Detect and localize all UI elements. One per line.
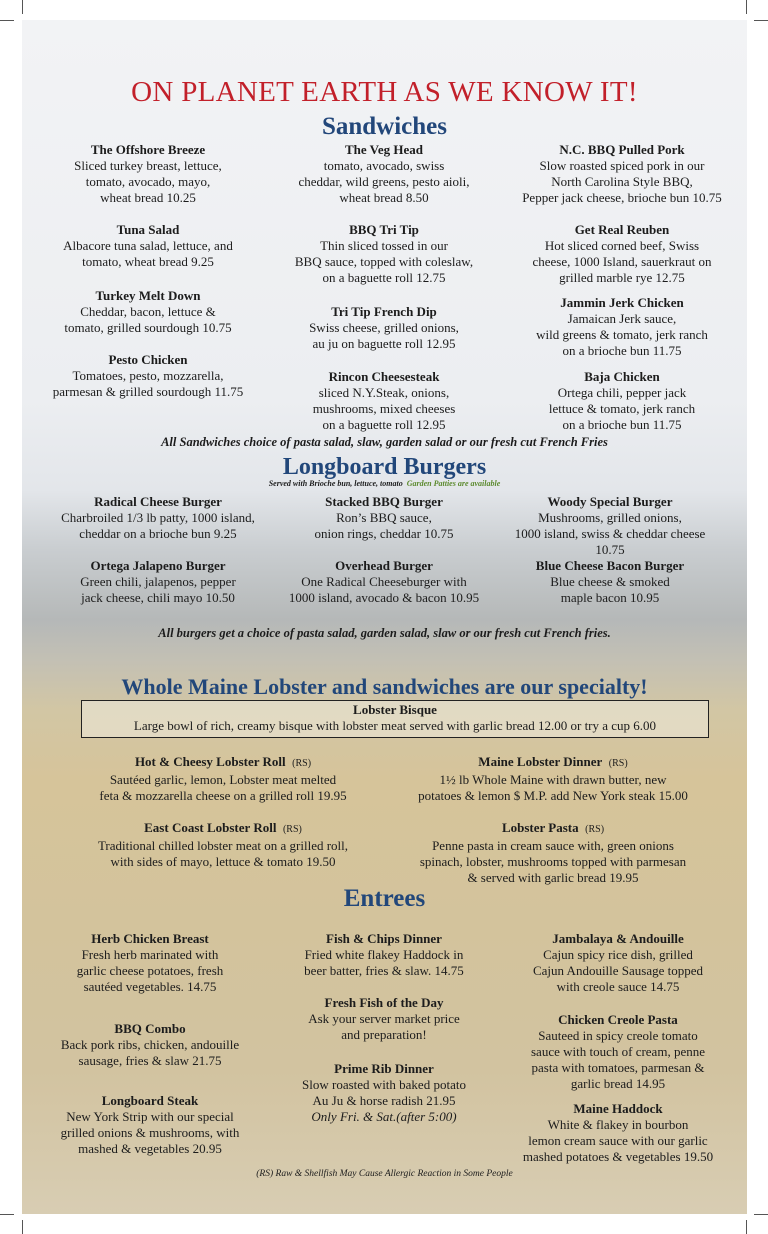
menu-item: Herb Chicken Breast Fresh herb marinated with garlic cheese potatoes, fresh sautéed vegetables. 14.75 xyxy=(76,931,224,994)
menu-item: The Offshore Breeze Sliced turkey breast, lettuce, tomato, avocado, mayo, wheat bread 10.25 xyxy=(74,142,222,205)
menu-item: Jambalaya & Andouille Cajun spicy rice dish, grilled Cajun Andouille Sausage topped with creole sauce 14.75 xyxy=(532,931,704,994)
menu-item: BBQ Tri Tip Thin sliced tossed in our BBQ sauce, topped with coleslaw, on a baguette roll 12.75 xyxy=(294,222,474,285)
menu-item: Woody Special Burger Mushrooms, grilled onions, 1000 island, swiss & cheddar cheese 10.75 xyxy=(514,494,706,557)
menu-item: N.C. BBQ Pulled Pork Slow roasted spiced pork in our North Carolina Style BBQ, Pepper jack cheese, brioche bun 10.75 xyxy=(522,142,722,205)
page-title: ON PLANET EARTH AS WE KNOW IT! xyxy=(131,76,638,108)
burgers-note: All burgers get a choice of pasta salad, garden salad, slaw or our fresh cut French fries. xyxy=(158,626,611,640)
lobster-bisque-desc: Large bowl of rich, creamy bisque with lobster meat served with garlic bread 12.00 or try a cup 6.00 xyxy=(133,718,657,733)
sandwiches-note: All Sandwiches choice of pasta salad, slaw, garden salad or our fresh cut French Fries xyxy=(161,435,608,449)
crop-mark xyxy=(22,1220,23,1234)
menu-item: The Veg Head tomato, avocado, swiss cheddar, wild greens, pesto aioli, wheat bread 8.50 xyxy=(298,142,470,205)
entrees-heading: Entrees xyxy=(343,885,426,912)
menu-item: BBQ Combo Back pork ribs, chicken, andouille sausage, fries & slaw 21.75 xyxy=(60,1021,240,1068)
menu-item: Rincon Cheesesteak sliced N.Y.Steak, onions, mushrooms, mixed cheeses on a baguette roll 12.95 xyxy=(312,369,456,432)
menu-item: Tuna Salad Albacore tuna salad, lettuce, and tomato, wheat bread 9.25 xyxy=(63,222,233,269)
burgers-sub-note: Served with Brioche bun, lettuce, tomato Garden Patties are available xyxy=(268,479,501,488)
crop-mark xyxy=(0,1214,14,1215)
menu-item: Fish & Chips Dinner Fried white flakey Haddock in beer batter, fries & slaw. 14.75 xyxy=(304,931,464,978)
menu-item: Jammin Jerk Chicken Jamaican Jerk sauce, wild greens & tomato, jerk ranch on a brioche bun 11.75 xyxy=(536,295,708,358)
menu-item: Lobster Pasta (RS) Penne pasta in cream sauce with, green onions spinach, lobster, mushrooms topped with parmesan & served with garlic bread 19.95 xyxy=(419,820,687,885)
menu-item: Maine Lobster Dinner (RS) 1½ lb Whole Maine with drawn butter, new potatoes & lemon $ M.P. add New York steak 15.00 xyxy=(418,754,688,803)
menu-item: Baja Chicken Ortega chili, pepper jack lettuce & tomato, jerk ranch on a brioche bun 11.75 xyxy=(548,369,696,432)
lobster-bisque-box xyxy=(81,700,709,738)
menu-item: Ortega Jalapeno Burger Green chili, jalapenos, pepper jack cheese, chili mayo 10.50 xyxy=(80,558,236,605)
menu-item: Chicken Creole Pasta Sauteed in spicy creole tomato sauce with touch of cream, penne pasta with tomatoes, parmesan & garlic bread 14.95 xyxy=(531,1012,705,1091)
crop-mark xyxy=(754,1214,768,1215)
menu-item: Blue Cheese Bacon Burger Blue cheese & smoked maple bacon 10.95 xyxy=(535,558,685,605)
burgers-heading: Longboard Burgers xyxy=(282,454,487,480)
lobster-bisque-name: Lobster Bisque xyxy=(353,702,437,717)
allergy-disclaimer: (RS) Raw & Shellfish May Cause Allergic Reaction in Some People xyxy=(256,1169,513,1179)
menu-item: Fresh Fish of the Day Ask your server market price and preparation! xyxy=(308,995,460,1042)
menu-item: Get Real Reuben Hot sliced corned beef, Swiss cheese, 1000 Island, sauerkraut on grilled marble rye 12.75 xyxy=(532,222,712,285)
crop-mark xyxy=(746,1220,747,1234)
specialty-heading: Whole Maine Lobster and sandwiches are our specialty! xyxy=(121,674,648,699)
menu-item: Stacked BBQ Burger Ron’s BBQ sauce, onion rings, cheddar 10.75 xyxy=(314,494,454,541)
sandwiches-heading: Sandwiches xyxy=(321,113,448,140)
crop-mark xyxy=(754,20,768,21)
menu-item: Radical Cheese Burger Charbroiled 1/3 lb patty, 1000 island, cheddar on a brioche bun 9.25 xyxy=(61,494,255,541)
menu-item: Pesto Chicken Tomatoes, pesto, mozzarella, parmesan & grilled sourdough 11.75 xyxy=(52,352,244,399)
crop-mark xyxy=(22,0,23,14)
menu-item: Maine Haddock White & flakey in bourbon lemon cream sauce with our garlic mashed potatoes & vegetables 19.50 xyxy=(522,1101,714,1164)
crop-mark xyxy=(0,20,14,21)
menu-item: Hot & Cheesy Lobster Roll (RS) Sautéed garlic, lemon, Lobster meat melted feta & mozzarella cheese on a grilled roll 19.95 xyxy=(99,754,347,803)
menu-item: Overhead Burger One Radical Cheeseburger with 1000 island, avocado & bacon 10.95 xyxy=(288,558,480,605)
menu-item: Turkey Melt Down Cheddar, bacon, lettuce & tomato, grilled sourdough 10.75 xyxy=(64,288,232,335)
menu-item: Prime Rib Dinner Slow roasted with baked potato Au Ju & horse radish 21.95 Only Fri. & Sat.(after 5:00) xyxy=(302,1061,466,1124)
menu-item: Tri Tip French Dip Swiss cheese, grilled onions, au ju on baguette roll 12.95 xyxy=(309,304,459,351)
menu-item: East Coast Lobster Roll (RS) Traditional chilled lobster meat on a grilled roll, with sides of mayo, lettuce & tomato 19.50 xyxy=(97,820,349,869)
crop-mark xyxy=(746,0,747,14)
menu-item: Longboard Steak New York Strip with our special grilled onions & mushrooms, with mashed & vegetables 20.95 xyxy=(60,1093,240,1156)
